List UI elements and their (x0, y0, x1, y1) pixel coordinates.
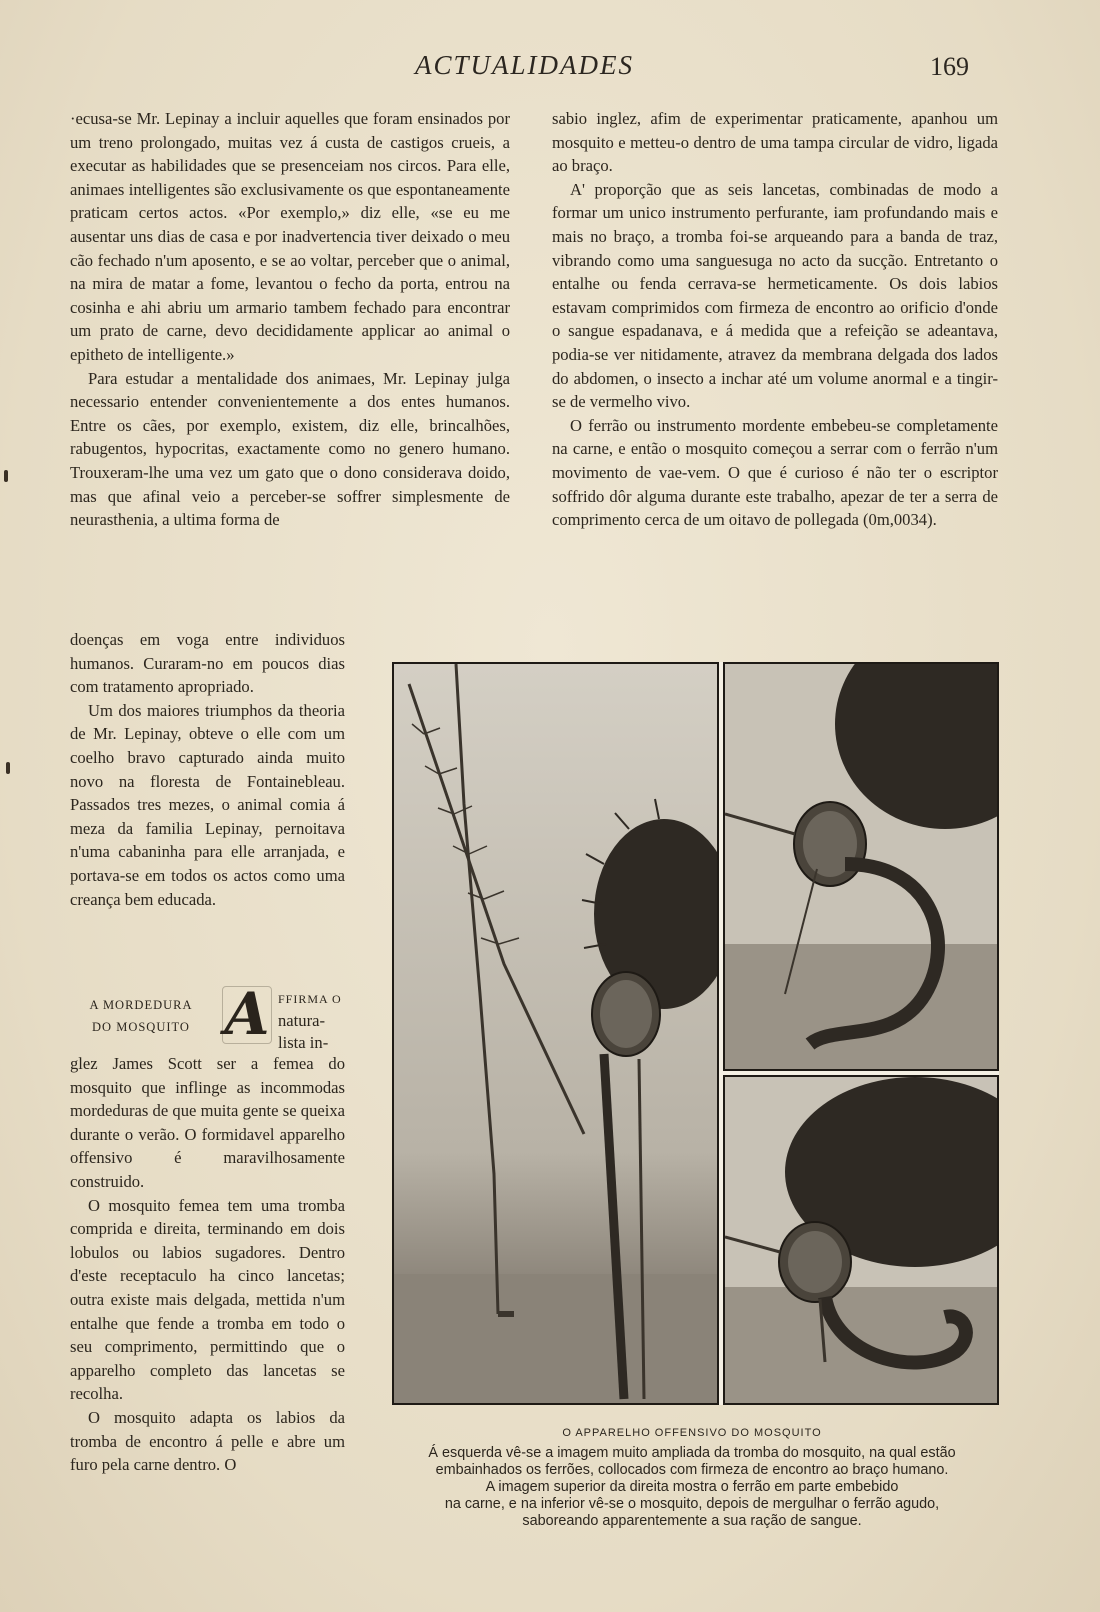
paragraph: sabio inglez, afim de experimentar praticamente, apanhou um mosquito e metteu-o dentro de uma tampa circular de vidro, ligada ao braço. (552, 109, 998, 176)
page-number: 169 (930, 52, 969, 81)
caption-line: embainhados os ferrões, collocados com firmeza de encontro ao braço humano. (435, 1462, 949, 1478)
lead-line: natura- (278, 1011, 325, 1030)
paragraph: O ferrão ou instrumento mordente embebeu-se completamente na carne, e então o mosquito começou a serrar com o ferrão n'um movimento de vae-vem. O que é curioso é não ter o escriptor soffrido dôr alguma durante este trabalho, apezar de ter a serra de comprimento cerca de um oitavo de pollegada (0m,0034). (552, 415, 998, 530)
left-column-narrow (70, 628, 345, 911)
proboscis-illustration-svg (394, 664, 717, 1403)
sidehead-line: A MORDEDURA (89, 998, 193, 1012)
lead-line: FFIRMA O (278, 992, 342, 1006)
paragraph: A' proporção que as seis lancetas, combinadas de modo a formar um unico instrumento perfurante, iam profundando mais e mais no braço, a tromba foi-se arqueando para a banda de traz, vibrando como uma sanguesuga no acto da sucção. Entretanto o entalhe ou fenda cerrava-se hermeticamente. Os dois labios estavam comprimidos com firmeza de encontro ao orificio d'onde o sangue espadanava, e á medida que a refeição se adeantava, podia-se ver nitidamente, atravez da membrana delgada dos lados do abdomen, o insecto a inchar até um volume anormal e a tingir-se de vermelho vivo. (552, 179, 998, 412)
drop-cap: A (222, 982, 272, 1046)
mosquito-proboscis-illustration (392, 662, 719, 1405)
paragraph: Para estudar a mentalidade dos animaes, Mr. Lepinay julga necessario entender convenientemente a dos entes humanos. Entre os cães, por exemplo, existem, diz elle, brincalhões, rabugentos, hypocritas, exactamente como no genero humano. Trouxeram-lhe uma vez um gato que o dono considerava doido, mas que afinal veio a perceber-se soffrer simplesmente de neurasthenia, a ultima forma de (70, 368, 510, 530)
mosquito-feeding-illustration (723, 1075, 999, 1405)
caption-title: O APPARELHO OFFENSIVO DO MOSQUITO (562, 1427, 822, 1439)
caption-line: saboreando apparentemente a sua ração de sangue. (522, 1513, 862, 1529)
right-column-top (552, 107, 998, 532)
caption-line: na carne, e na inferior vê-se o mosquito, depois de mergulhar o ferrão agudo, (444, 1496, 940, 1512)
paragraph: Um dos maiores triumphos da theoria de Mr. Lepinay, obteve o elle com um coelho bravo capturado ainda muito novo na floresta de Fontainebleau. Passados tres mezes, o animal comia á meza da familia Lepinay, pernoitava n'uma cabaninha para elle arranjada, e portava-se em todos os actos como uma creança bem educada. (70, 700, 345, 909)
mosquito-figure (392, 662, 999, 1405)
section-sidehead (70, 994, 212, 1038)
lead-line: lista in- (278, 1033, 329, 1052)
mosquito-biting-illustration (723, 662, 999, 1071)
paragraph: O mosquito adapta os labios da tromba de encontro á pelle e abre um furo pela carne dentro. O (70, 1407, 345, 1475)
left-column-bottom (70, 1052, 345, 1477)
paragraph: O mosquito femea tem uma tromba comprida e direita, terminando em dois lobulos ou labios sugadores. Dentro d'este receptaculo ha cinco lancetas; outra existe mais delgada, mettida n'um entalhe que fende a tromba em todo o seu comprimento, permittindo que o apparelho completo das lancetas se recolha. (70, 1195, 345, 1404)
margin-mark (4, 470, 8, 482)
paragraph: doenças em voga entre individuos humanos. Curaram-no em poucos dias com tratamento apropriado. (70, 630, 345, 697)
sidehead-line: DO MOSQUITO (92, 1020, 190, 1034)
paragraph: glez James Scott ser a femea do mosquito que inflinge as incommodas mordeduras de que muita gente se queixa durante o verão. O formidavel apparelho offensivo é maravilhosamente construido. (70, 1054, 345, 1191)
caption-line: Á esquerda vê-se a imagem muito ampliada da tromba do mosquito, na qual estão (428, 1445, 956, 1461)
figure-caption (372, 1425, 1012, 1530)
left-column-top (70, 107, 510, 532)
lead-text (278, 988, 348, 1054)
biting-illustration-svg (725, 664, 997, 1069)
running-title: ACTUALIDADES (415, 50, 634, 80)
feeding-illustration-svg (725, 1077, 997, 1403)
section-heading (70, 980, 345, 1052)
margin-mark (6, 762, 10, 774)
caption-line: A imagem superior da direita mostra o ferrão em parte embebido (485, 1479, 899, 1495)
paragraph: ·ecusa-se Mr. Lepinay a incluir aquelles que foram ensinados por um treno prolongado, muitas vez á custa de castigos crueis, a executar as habilidades que se presenceiam nos circos. Para elle, animaes intelligentes são exclusivamente os que espontaneamente praticam certos actos. «Por exemplo,» diz elle, «se eu me ausentar uns dias de casa e por inadvertencia tiver deixado o meu cão fechado n'um aposento, e se ao voltar, perceber que o animal, na mira de matar a fome, levantou o fecho da porta, entrou na cosinha e ahi abriu um armario tambem fechado para encontrar um prato de carne, devo decididamente applicar ao animal o epitheto de intelligente.» (70, 109, 510, 364)
